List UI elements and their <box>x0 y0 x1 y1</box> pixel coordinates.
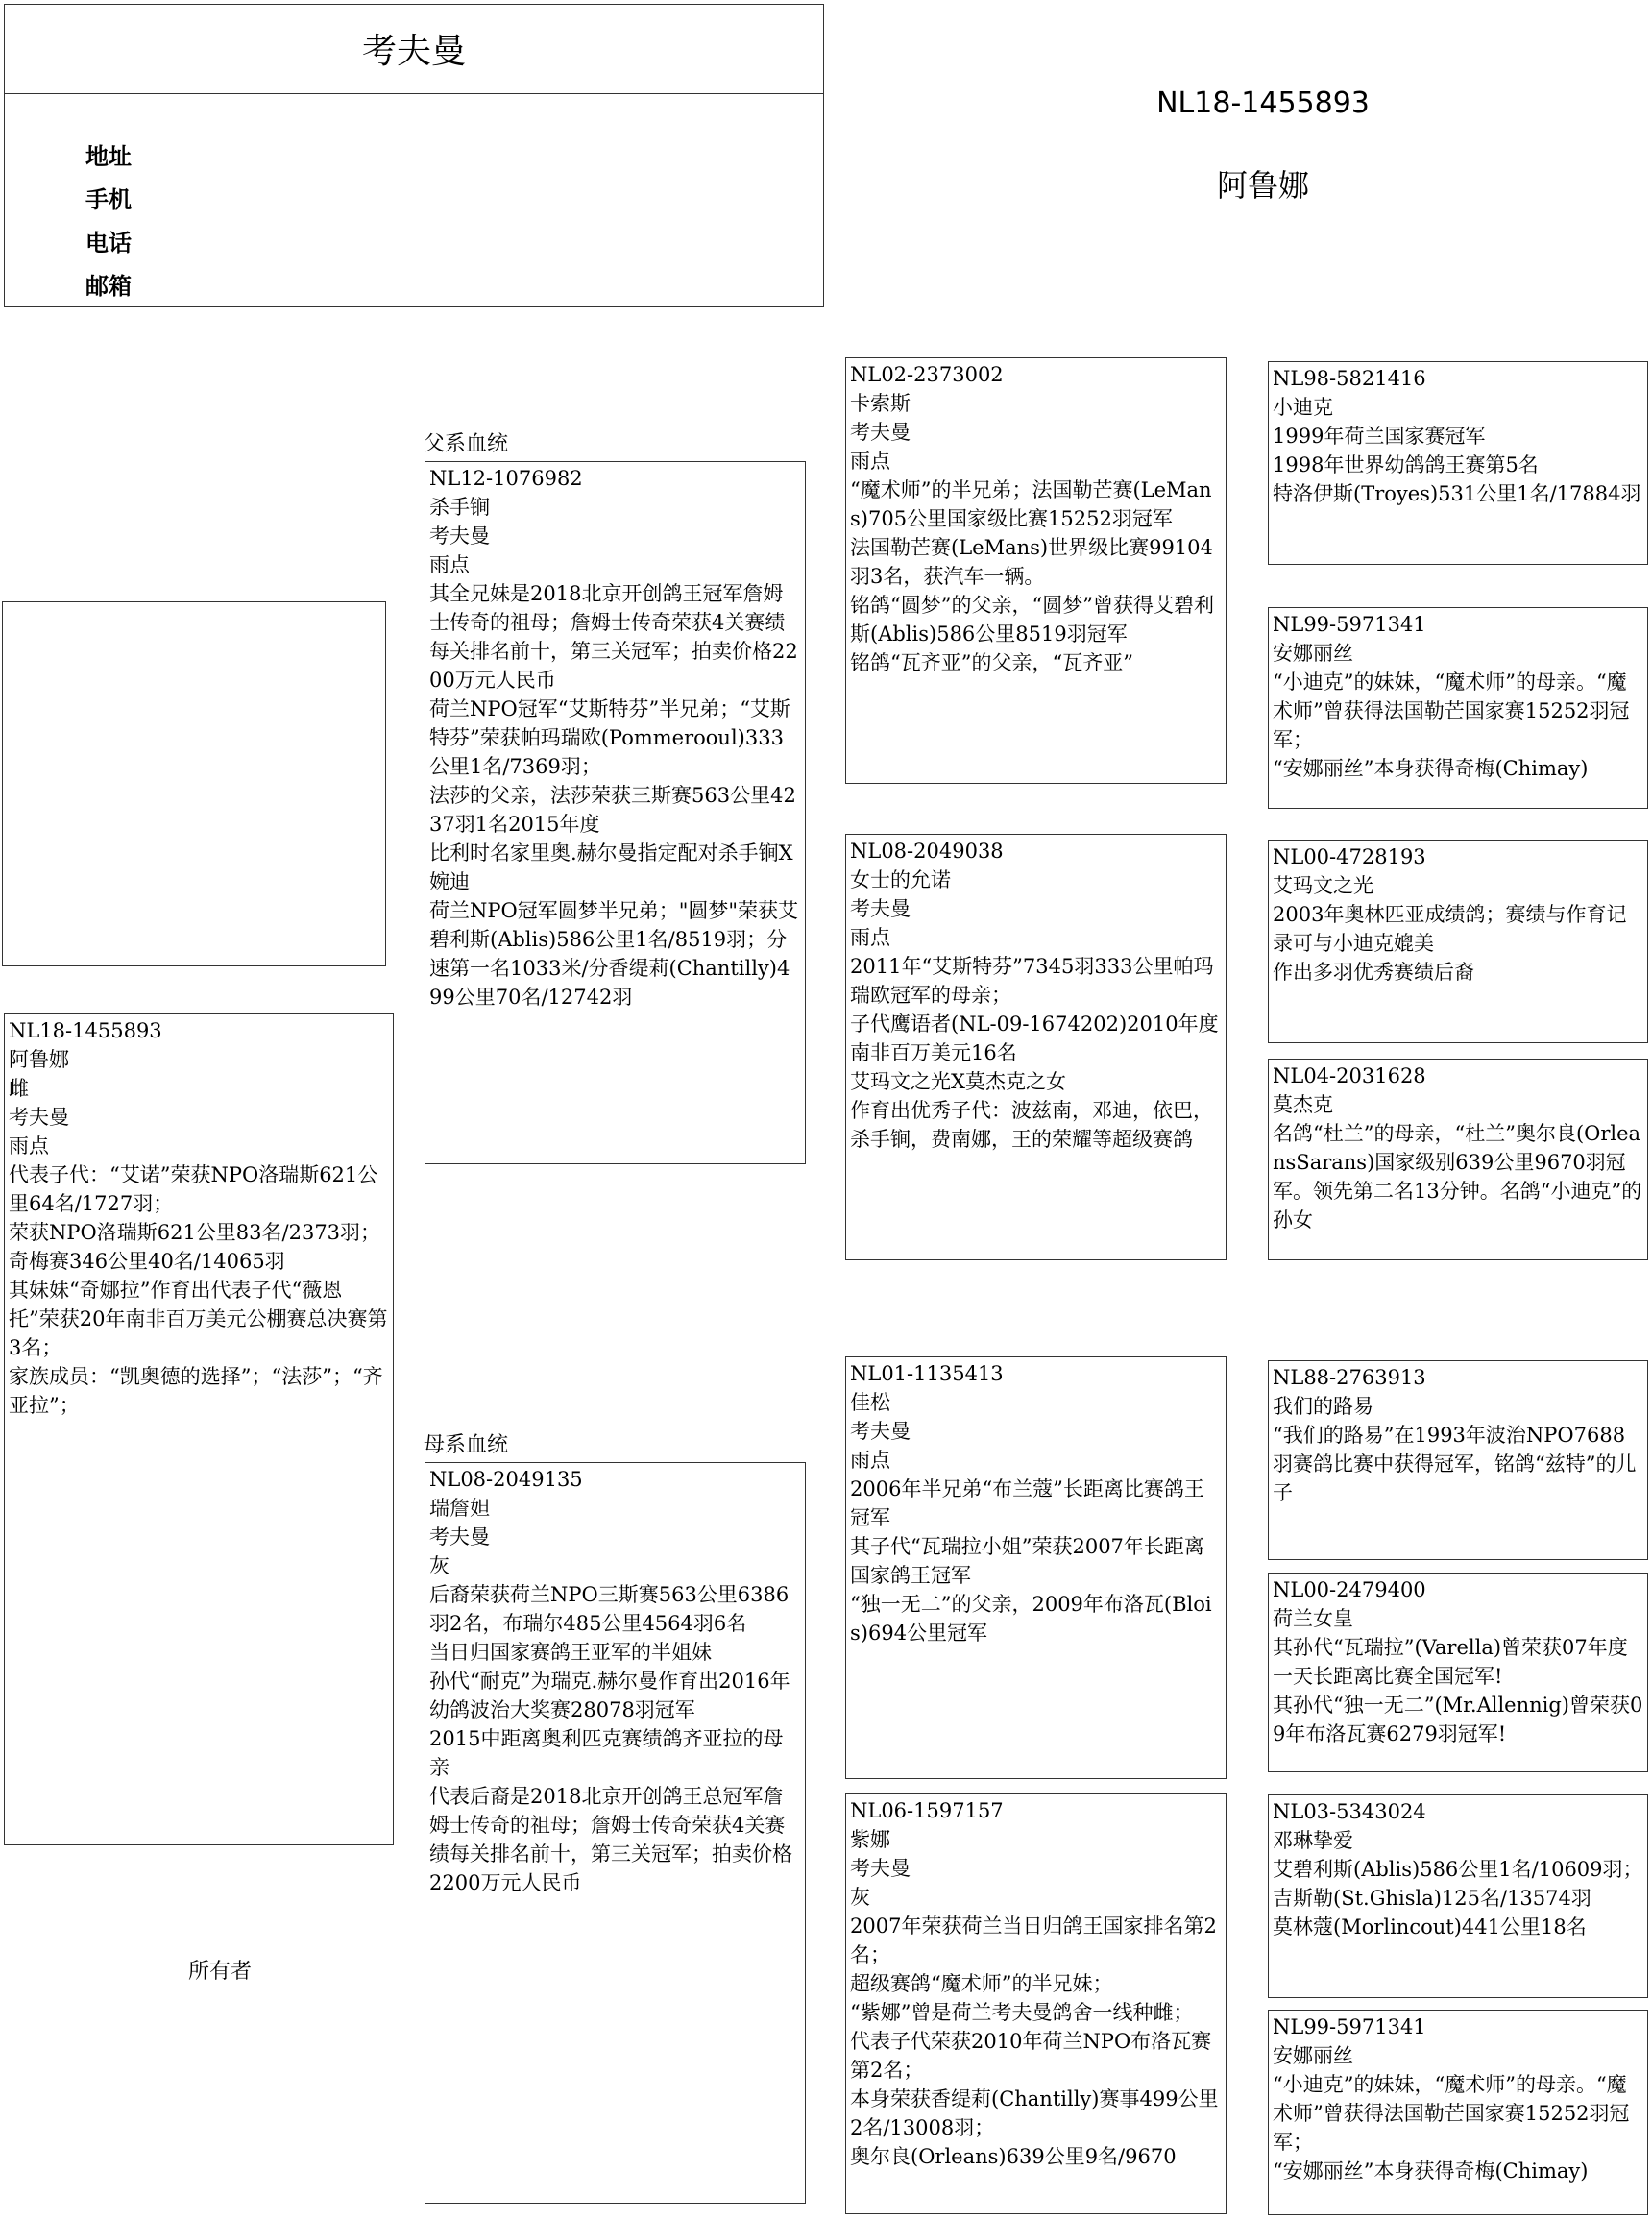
ggp-ring: NL99-5971341 <box>1273 2015 1426 2038</box>
sire-card <box>425 461 806 1164</box>
dam-sire-color: 雨点 <box>850 1449 890 1472</box>
contact-label-address: 地址 <box>85 143 132 170</box>
ggp-ring: NL99-5971341 <box>1273 613 1426 636</box>
sire-color: 雨点 <box>429 553 470 576</box>
sire-sire-ring: NL02-2373002 <box>850 363 1004 386</box>
sire-sire-name: 卡索斯 <box>850 392 911 415</box>
sire-dam-card <box>845 834 1227 1260</box>
ggp-notes: 2003年奥林匹亚成绩鸽；赛绩与作育记录可与小迪克媲美 作出多羽优秀赛绩后裔 <box>1273 903 1627 984</box>
subject-breeder: 考夫曼 <box>9 1106 69 1129</box>
ggp-card <box>1268 1059 1648 1260</box>
ggp-card <box>1268 840 1648 1043</box>
sire-sire-color: 雨点 <box>850 450 890 473</box>
ggp-ring: NL00-2479400 <box>1273 1578 1426 1601</box>
ggp-notes: “我们的路易”在1993年波治NPO7688羽赛鸽比赛中获得冠军，铭鸽“兹特”的儿子 <box>1273 1424 1637 1504</box>
ggp-name: 小迪克 <box>1273 396 1333 419</box>
paternal-label: 父系血统 <box>424 432 509 456</box>
sire-dam-ring: NL08-2049038 <box>850 840 1004 863</box>
subject-sex: 雌 <box>9 1077 29 1100</box>
subject-name: 阿鲁娜 <box>9 1048 69 1071</box>
ggp-card <box>1268 361 1648 565</box>
dam-dam-color: 灰 <box>850 1886 870 1909</box>
ggp-notes: 艾碧利斯(Ablis)586公里1名/10609羽； 吉斯勒(St.Ghisla)125名/13574羽 莫林蔻(Morlincout)441公里18名 <box>1273 1858 1643 1939</box>
sire-dam-name: 女士的允诺 <box>850 868 951 891</box>
ggp-ring: NL04-2031628 <box>1273 1064 1426 1087</box>
dam-color: 灰 <box>429 1554 449 1577</box>
dam-breeder: 考夫曼 <box>429 1525 490 1549</box>
sire-dam-color: 雨点 <box>850 926 890 949</box>
ggp-ring: NL03-5343024 <box>1273 1800 1426 1823</box>
ggp-card <box>1268 2010 1648 2215</box>
dam-name: 瑞詹妲 <box>429 1497 490 1520</box>
ggp-ring: NL98-5821416 <box>1273 367 1426 390</box>
ggp-notes: “小迪克”的妹妹，“魔术师”的母亲。“魔术师”曾获得法国勒芒国家赛15252羽冠军； “安娜丽丝”本身获得奇梅(Chimay) <box>1273 671 1630 780</box>
ggp-name: 我们的路易 <box>1273 1395 1373 1418</box>
subject-notes: 代表子代：“艾诺”荣获NPO洛瑞斯621公里64名/1727羽； 荣获NPO洛瑞斯621公里83名/2373羽； 奇梅赛346公里40名/14065羽 其妹妹“奇娜拉”作育出代表子代“薇恩托”荣获20年南非百万美元公棚赛总决赛第3名； 家族成员：“凯奥德的选择”；“法莎”；“齐亚拉”； <box>9 1163 388 1417</box>
ggp-notes: 其孙代“瓦瑞拉”(Varella)曾荣获07年度一天长距离比赛全国冠军! 其孙代“独一无二”(Mr.Allennig)曾荣获09年布洛瓦赛6279羽冠军! <box>1273 1636 1643 1745</box>
dam-dam-breeder: 考夫曼 <box>850 1857 911 1880</box>
dam-dam-ring: NL06-1597157 <box>850 1799 1004 1822</box>
dam-sire-notes: 2006年半兄弟“布兰蔻”长距离比赛鸽王冠军 其子代“瓦瑞拉小姐”荣获2007年长距离国家鸽王冠军 “独一无二”的父亲，2009年布洛瓦(Blois)694公里冠军 <box>850 1477 1212 1645</box>
ggp-name: 安娜丽丝 <box>1273 642 1353 665</box>
ggp-name: 邓琳挚爱 <box>1273 1829 1353 1852</box>
sire-ring: NL12-1076982 <box>429 467 583 490</box>
ggp-notes: 名鸽“杜兰”的母亲，“杜兰”奥尔良(OrleansSarans)国家级别639公里9670羽冠军。领先第二名13分钟。名鸽“小迪克”的孙女 <box>1273 1122 1642 1232</box>
dam-ring: NL08-2049135 <box>429 1468 583 1491</box>
header-pigeon-name: 阿鲁娜 <box>1216 167 1309 204</box>
maternal-label: 母系血统 <box>424 1433 509 1457</box>
sire-name: 杀手锏 <box>429 496 490 519</box>
header-divider <box>5 93 823 94</box>
dam-dam-name: 紫娜 <box>850 1828 890 1851</box>
sire-sire-breeder: 考夫曼 <box>850 421 911 444</box>
header-ring-number: NL18-1455893 <box>1156 86 1370 120</box>
sire-dam-breeder: 考夫曼 <box>850 897 911 920</box>
dam-dam-card <box>845 1793 1227 2214</box>
sire-notes: 其全兄妹是2018北京开创鸽王冠军詹姆士传奇的祖母；詹姆士传奇荣获4关赛绩每关排名前十，第三关冠军；拍卖价格2200万元人民币 荷兰NPO冠军“艾斯特芬”半兄弟；“艾斯特芬”荣获帕玛瑞欧(Pommerooul)333公里1名/7369羽； 法莎的父亲，法莎荣获三斯赛563公里4237羽1名2015年度 比利时名家里奥.赫尔曼指定配对杀手锏X婉迪 荷兰NPO冠军圆梦半兄弟；"圆梦"荣获艾碧利斯(Ablis)586公里1名/8519羽；分速第一名1033米/分香缇莉(Chantilly)499公里70名/12742羽 <box>429 582 799 1009</box>
contact-label-mobile: 手机 <box>85 186 132 213</box>
subject-ring: NL18-1455893 <box>9 1019 162 1042</box>
dam-sire-name: 佳松 <box>850 1391 890 1414</box>
dam-sire-breeder: 考夫曼 <box>850 1420 911 1443</box>
ggp-notes: 1999年荷兰国家赛冠军 1998年世界幼鸽鸽王赛第5名 特洛伊斯(Troyes)531公里1名/17884羽 <box>1273 425 1641 505</box>
owner-label: 所有者 <box>188 1960 253 1984</box>
owner-header-box <box>4 4 824 307</box>
dam-card <box>425 1462 806 2204</box>
subject-color: 雨点 <box>9 1134 49 1158</box>
ggp-name: 莫杰克 <box>1273 1093 1333 1116</box>
ggp-card <box>1268 607 1648 809</box>
sire-breeder: 考夫曼 <box>429 525 490 548</box>
sire-sire-notes: “魔术师”的半兄弟；法国勒芒赛(LeMans)705公里国家级比赛15252羽冠军 法国勒芒赛(LeMans)世界级比赛99104羽3名，获汽车一辆。 铭鸽“圆梦”的父亲，“圆梦”曾获得艾碧利斯(Ablis)586公里8519羽冠军 铭鸽“瓦齐亚”的父亲，“瓦齐亚” <box>850 478 1214 674</box>
subject-card <box>4 1013 394 1845</box>
sire-dam-notes: 2011年“艾斯特芬”7345羽333公里帕玛瑞欧冠军的母亲； 子代鹰语者(NL-09-1674202)2010年度南非百万美元16名 艾玛文之光X莫杰克之女 作育出优秀子代：波兹南，邓迪，依巴，杀手锏，费南娜，王的荣耀等超级赛鸽 <box>850 955 1219 1151</box>
loft-name: 考夫曼 <box>361 32 466 71</box>
ggp-ring: NL00-4728193 <box>1273 845 1426 868</box>
ggp-name: 安娜丽丝 <box>1273 2044 1353 2067</box>
ggp-card <box>1268 1794 1648 1998</box>
contact-label-email: 邮箱 <box>85 273 132 300</box>
ggp-name: 艾玛文之光 <box>1273 874 1373 897</box>
dam-sire-card <box>845 1356 1227 1779</box>
ggp-card <box>1268 1360 1648 1560</box>
ggp-name: 荷兰女皇 <box>1273 1607 1353 1630</box>
ggp-notes: “小迪克”的妹妹，“魔术师”的母亲。“魔术师”曾获得法国勒芒国家赛15252羽冠军； “安娜丽丝”本身获得奇梅(Chimay) <box>1273 2073 1630 2183</box>
pigeon-photo-frame <box>2 601 386 966</box>
contact-label-phone: 电话 <box>85 230 132 256</box>
dam-notes: 后裔荣获荷兰NPO三斯赛563公里6386羽2名，布瑞尔485公里4564羽6名 当日归国家赛鸽王亚军的半姐妹 孙代“耐克”为瑞克.赫尔曼作育出2016年幼鸽波治大奖赛28078羽冠军 2015中距离奥利匹克赛绩鸽齐亚拉的母亲 代表后裔是2018北京开创鸽王总冠军詹姆士传奇的祖母；詹姆士传奇荣获4关赛绩每关排名前十，第三关冠军；拍卖价格2200万元人民币 <box>429 1583 792 1894</box>
ggp-ring: NL88-2763913 <box>1273 1366 1426 1389</box>
sire-sire-card <box>845 357 1227 784</box>
dam-sire-ring: NL01-1135413 <box>850 1362 1004 1385</box>
ggp-card <box>1268 1573 1648 1772</box>
dam-dam-notes: 2007年荣获荷兰当日归鸽王国家排名第2名； 超级赛鸽“魔术师”的半兄妹； “紫娜”曾是荷兰考夫曼鸽舍一线种雌； 代表子代荣获2010年荷兰NPO布洛瓦赛第2名； 本身荣获香缇莉(Chantilly)赛事499公里2名/13008羽； 奥尔良(Orleans)639公里9名/9670 <box>850 1915 1219 2168</box>
